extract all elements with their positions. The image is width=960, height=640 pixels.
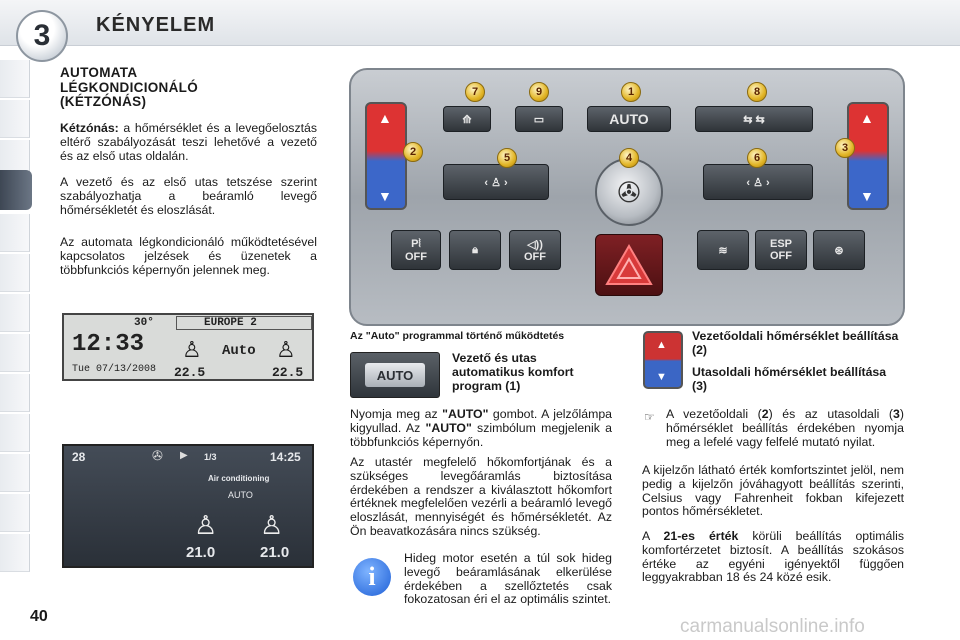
chapter-tab[interactable] [0, 100, 30, 138]
down-arrow-icon[interactable]: ▼ [378, 188, 392, 204]
auto-program-heading: Vezető és utas automatikus komfort program (1) [452, 351, 574, 393]
driver-air-distribution-button[interactable] [443, 164, 549, 200]
down-arrow-icon: ▼ [656, 371, 667, 383]
auto-button[interactable]: AUTO [587, 106, 671, 132]
child-lock-icon: ⊛ [834, 244, 844, 257]
parking-sensor-button[interactable]: P⦚ OFF [391, 230, 441, 270]
paragraph: A 21-es érték körüli beállítás optimális komfortérzetet biztosít. A beállítás szokásos értéke az egyéni igényektől függően leggyakrabban 18 és 24 közé esik. [642, 529, 904, 585]
parking-sensor-icon: P⦚ [411, 237, 421, 250]
rear-demist-button[interactable] [515, 106, 563, 132]
temperature-button-thumbnail [643, 331, 683, 389]
lock-icon: 🔒︎ [472, 243, 478, 256]
bullet-paragraph: A vezetőoldali (2) és az utasoldali (3) hőmérséklet beállítás érdekében nyomja meg a lefelé vagy felfelé mutató nyilat. [666, 407, 904, 449]
paragraph: Az automata légkondicionáló működtetésével kapcsolatos jelzések és üzenetek a többfunkciós képernyőn jelennek meg. [60, 235, 317, 277]
multifunction-display-2: 28 ✇ ▶ 1/3 14:25 Air conditioning AUTO ♙ ♙ 21.0 21.0 [62, 444, 314, 568]
chapter-tab[interactable] [0, 294, 30, 332]
callout-number: 9 [529, 82, 549, 102]
chapter-tab-active[interactable] [0, 170, 32, 210]
fan-speed-knob[interactable] [595, 158, 663, 226]
esp-button[interactable]: ESP OFF [755, 230, 807, 270]
chapter-tab[interactable] [0, 414, 30, 452]
image-caption: Az "Auto" programmal történő működtetés [350, 330, 565, 342]
seat-icon: ♙ [276, 337, 296, 362]
seat-icon: ♙ [182, 337, 202, 362]
paragraph: A kijelzőn látható érték komfortszintet jelöl, nem pedig a kijelzőn jóváhagyott beállítás szerinti, Celsius vagy Fahrenheit fokban kifejezett pontos hőmérsékletet. [642, 463, 904, 519]
paragraph: Az utastér megfelelő hőkomfortjának és a szükséges levegőáramlás biztosítása érdekében a rendszer a kiválasztott hőkomfort értéknek megfelelően vezérli a beáramló levegő eloszlását, mennyiségét és hőmérsékletét. Az Ön beavatkozására nincs szükség. [350, 455, 612, 538]
fan-icon: ✇ [617, 176, 641, 208]
up-arrow-icon[interactable]: ▲ [378, 110, 392, 126]
fan-icon: ✇ [152, 448, 163, 463]
callout-number: 6 [747, 148, 767, 168]
chapter-tab[interactable] [0, 334, 30, 372]
up-arrow-icon[interactable]: ▲ [860, 110, 874, 126]
windscreen-demist-button[interactable] [443, 106, 491, 132]
play-icon: ▶ [180, 450, 188, 461]
passenger-temperature-control[interactable] [847, 102, 889, 210]
child-lock-button[interactable] [813, 230, 865, 270]
intro-paragraph: Kétzónás: a hőmérséklet és a levegőelosztás eltérő szabályozását teszi lehetővé a vezető és az első utas oldalán. [60, 121, 317, 163]
driver-temperature-heading: Vezetőoldali hőmérséklet beállítása (2) [692, 329, 899, 357]
rear-screen-icon: ▭ [533, 113, 545, 126]
recirculation-icon: ⇆ ⇆ [743, 113, 765, 126]
callout-number: 2 [403, 142, 423, 162]
callout-number: 4 [619, 148, 639, 168]
multifunction-display-1: 30° EUROPE 2 12:33 Tue 07/13/2008 ♙ Auto ♙ 22.5 22.5 [62, 313, 314, 381]
callout-number: 5 [497, 148, 517, 168]
bullet-icon: ☞ [644, 410, 655, 424]
auto-button-thumbnail: AUTO [350, 352, 440, 398]
suspension-icon: ≋ [718, 244, 728, 257]
info-icon: i [353, 558, 391, 596]
callout-number: 1 [621, 82, 641, 102]
chapter-tab[interactable] [0, 534, 30, 572]
driver-temperature-control[interactable] [365, 102, 407, 210]
central-lock-button[interactable] [449, 230, 501, 270]
info-note: Hideg motor esetén a túl sok hideg levegő beáramlásának elkerülése érdekében a szellőztetés csak fokozatosan éri el az optimális szintet. [404, 551, 612, 607]
page-title: KÉNYELEM [96, 14, 216, 36]
callout-number: 7 [465, 82, 485, 102]
passenger-temperature-heading: Utasoldali hőmérséklet beállítása (3) [692, 365, 887, 393]
seat-icon: ♙ [194, 510, 218, 540]
seat-airflow-icon: ‹ ♙ › [746, 176, 770, 189]
chapter-tab[interactable] [0, 374, 30, 412]
page-number: 40 [30, 608, 48, 625]
down-arrow-icon[interactable]: ▼ [860, 188, 874, 204]
chapter-tab[interactable] [0, 454, 30, 492]
chapter-tab[interactable] [0, 214, 30, 252]
chapter-badge: 3 [16, 10, 68, 62]
sound-icon: ◁)) [527, 238, 543, 251]
up-arrow-icon: ▲ [656, 339, 667, 351]
seat-airflow-icon: ‹ ♙ › [484, 176, 508, 189]
chapter-tab[interactable] [0, 494, 30, 532]
climate-control-panel [349, 68, 905, 326]
recirculation-button[interactable] [695, 106, 813, 132]
suspension-button[interactable] [697, 230, 749, 270]
callout-number: 3 [835, 138, 855, 158]
chapter-tab[interactable] [0, 60, 30, 98]
chapter-tab[interactable] [0, 254, 30, 292]
hazard-button[interactable] [595, 234, 663, 296]
hazard-icon [604, 243, 654, 287]
watermark: carmanualsonline.info [680, 616, 865, 637]
callout-number: 8 [747, 82, 767, 102]
passenger-air-distribution-button[interactable] [703, 164, 813, 200]
windscreen-icon: ⟰ [462, 113, 472, 126]
paragraph: A vezető és az első utas tetszése szerint szabályozhatja a beáramló levegő hőmérsékletét és eloszlását. [60, 175, 317, 217]
section-heading: AUTOMATA LÉGKONDICIONÁLÓ (KÉTZÓNÁS) [60, 65, 198, 109]
paragraph: Nyomja meg az "AUTO" gombot. A jelzőlámpa kigyullad. Az "AUTO" szimbólum megjelenik a többfunkciós képernyőn. [350, 407, 612, 449]
alarm-button[interactable]: ◁)) OFF [509, 230, 561, 270]
seat-icon: ♙ [260, 510, 284, 540]
